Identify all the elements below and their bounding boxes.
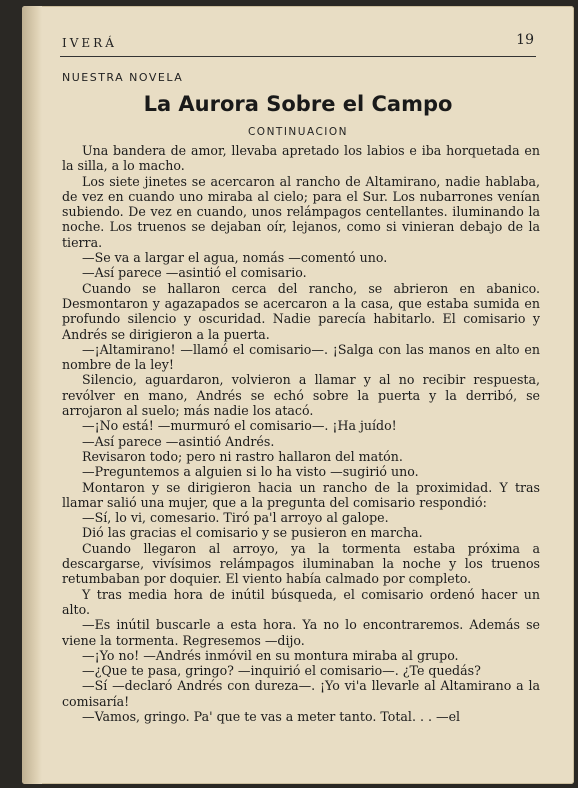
paragraph: —¡Altamirano! —llamó el comisario—. ¡Salga con las manos en alto en nombre de la ley! xyxy=(62,341,540,373)
paragraph: —Es inútil buscarle a esta hora. Ya no lo encontraremos. Además se viene la tormenta. Regresemos —dijo. xyxy=(62,617,540,648)
page-spine-shadow xyxy=(22,6,42,784)
paragraph: —¡No está! —murmuró el comisario—. ¡Ha juído! xyxy=(82,418,397,434)
paragraph: —Sí —declaró Andrés con dureza—. ¡Yo vi'a llevarle al Altamirano a la comisaría! xyxy=(62,678,540,709)
paragraph: —Así parece —asintió el comisario. xyxy=(82,265,307,281)
paragraph: Cuando se hallaron cerca del rancho, se abrieron en abanico. Desmontaron y agazapados se acercaron a la casa, que estaba sumida en profundo silencio y oscuridad. Nadie parecía habitarlo. El comisario y Andrés se dirigieron a la puerta. xyxy=(62,280,540,342)
paragraph: —Así parece —asintió Andrés. xyxy=(82,433,275,449)
paragraph: —Sí, lo vi, comesario. Tiró pa'l arroyo al galope. xyxy=(82,510,389,526)
page-number: 19 xyxy=(516,32,534,48)
header-rule xyxy=(60,56,536,57)
paragraph: —Preguntemos a alguien si lo ha visto —sugirió uno. xyxy=(82,464,419,480)
paragraph: Revisaron todo; pero ni rastro hallaron del matón. xyxy=(82,448,403,464)
paragraph: Montaron y se dirigieron hacia un rancho de la proximidad. Y tras llamar salió una mujer, que a la pregunta del comisario respondió: xyxy=(62,479,540,510)
section-label: NUESTRA NOVELA xyxy=(62,71,184,84)
paragraph: —Vamos, gringo. Pa' que te vas a meter tanto. Total. . . —el xyxy=(82,708,461,724)
article-subtitle: CONTINUACION xyxy=(247,126,349,138)
paragraph: Y tras media hora de inútil búsqueda, el comisario ordenó hacer un alto. xyxy=(62,586,540,617)
paragraph: Una bandera de amor, llevaba apretado los labios e iba horquetada en la silla, a lo macho. xyxy=(62,143,540,174)
paragraph: Los siete jinetes se acercaron al rancho de Altamirano, nadie hablaba, de vez en cuando uno miraba al cielo; para el Sur. Los nubarrones venían subiendo. De vez en cuando, unos relámpagos centellantes. iluminando la noche. Los truenos se dejaban oír, lejanos, como si vinieran debajo de la tierra. xyxy=(62,173,540,250)
article-title: La Aurora Sobre el Campo xyxy=(143,92,453,116)
book-page xyxy=(22,6,574,784)
paragraph: —¡Yo no! —Andrés inmóvil en su montura miraba al grupo. xyxy=(82,647,459,663)
paragraph: —¿Que te pasa, gringo? —inquirió el comisario—. ¿Te quedás? xyxy=(82,663,481,679)
running-title: IVERÁ xyxy=(62,36,117,50)
paragraph: Silencio, aguardaron, volvieron a llamar y al no recibir respuesta, revólver en mano, Andrés se echó sobre la puerta y la derribó, se arrojaron al suelo; más nadie los atacó. xyxy=(62,372,540,419)
paragraph: Cuando llegaron al arroyo, ya la tormenta estaba próxima a descargarse, vivísimos relámpagos iluminaban la noche y los truenos retumbaban por doquier. El viento había calmado por completo. xyxy=(62,540,540,587)
article-body xyxy=(62,143,540,724)
paragraph: —Se va a largar el agua, nomás —comentó uno. xyxy=(82,250,388,266)
paragraph: Dió las gracias el comisario y se pusieron en marcha. xyxy=(82,525,423,541)
